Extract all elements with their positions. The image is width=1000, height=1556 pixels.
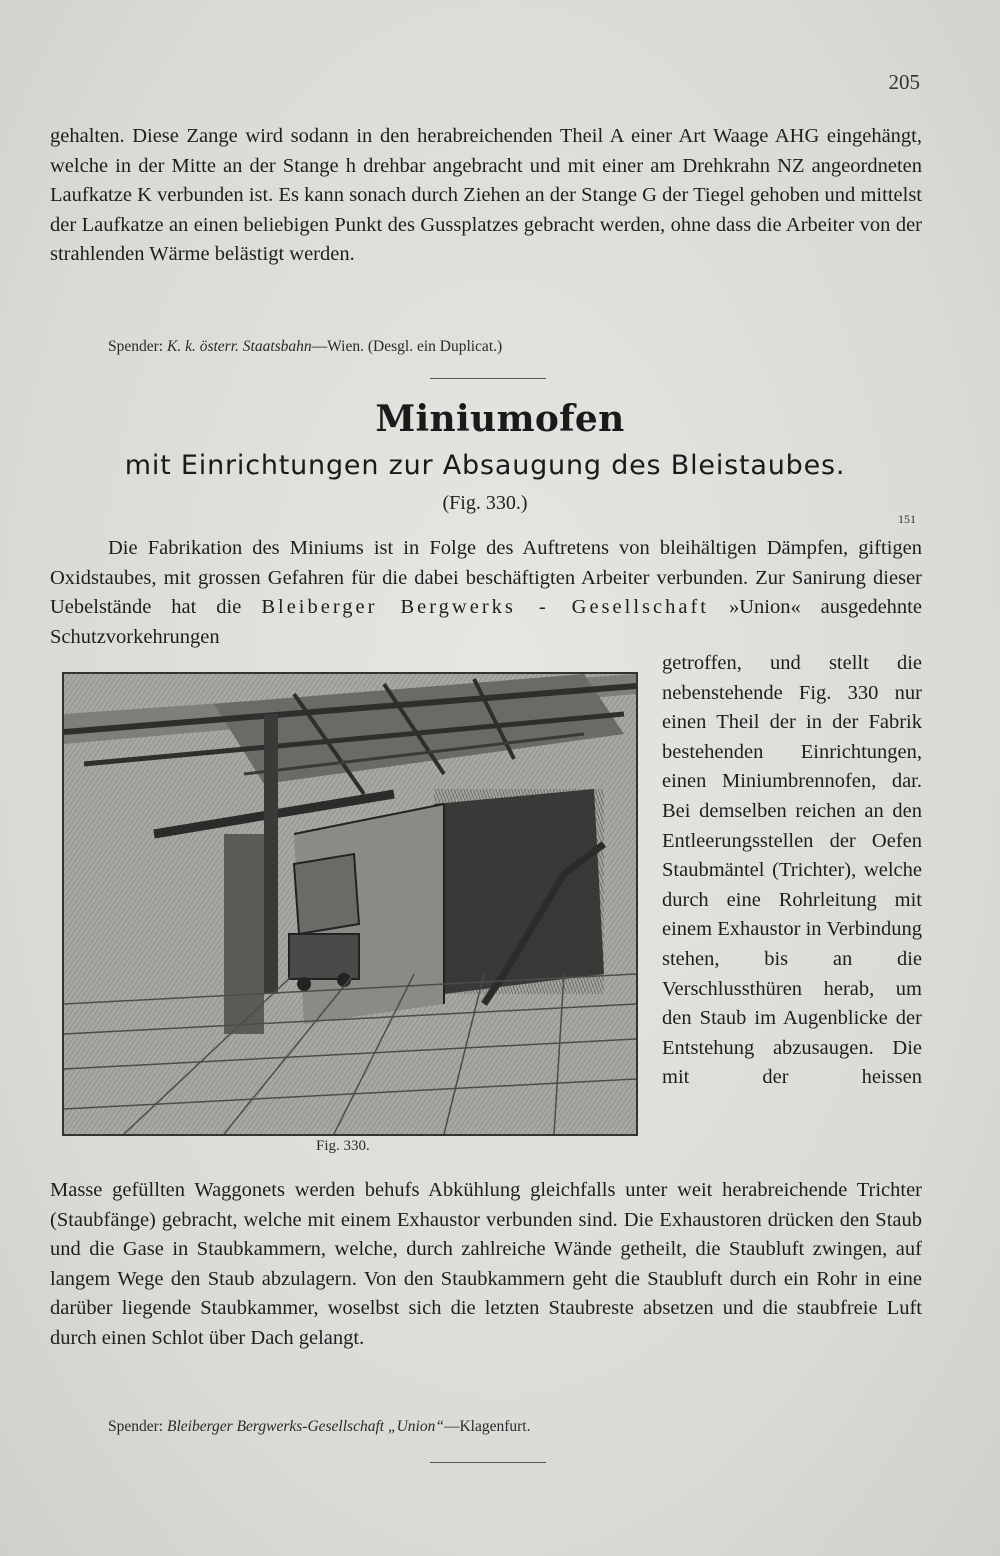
page-number: 205 [888,70,920,94]
donor-name: K. k. österr. Staatsbahn [166,338,312,355]
figure-330-engraving [62,672,638,1136]
paragraph-text: »Union« ausgedehnte Schutzvorkehrungen [50,596,922,648]
donor-location: —Klagenfurt. [443,1418,531,1435]
donor-label: Spender: [108,338,164,355]
donor-label: Spender: [108,1418,164,1435]
section-title: Miniumofen [375,398,625,440]
figure-reference: (Fig. 330.) [442,492,528,514]
paragraph-crucible-transport: gehalten. Diese Zange wird sodann in den herabreichenden Theil A einer Art Waage AHG eingehängt, welche in der Mitte an der Stange h drehbar angebracht und mit einer am Drehkrahn NZ angeordneten Laufkatze K verbunden ist. Es kann sonach durch Ziehen an der Stange G der Tiegel gehoben und mittelst der Laufkatze an einen beliebigen Punkt des Gussplatzes gebracht werden, ohne dass die Arbeiter von der strahlenden Wärme belästigt werden. [50,125,922,266]
catalog-number: 151 [898,512,916,526]
furnace-illustration [64,674,636,1134]
figure-caption: Fig. 330. [316,1138,370,1154]
section-divider [430,1462,546,1463]
section-divider [430,378,546,379]
company-name: Bleiberger Bergwerks - Gesellschaft [261,596,709,619]
paragraph-minium-intro [50,534,922,652]
section-subtitle: mit Einrichtungen zur Absaugung des Bleistaubes. [124,450,846,481]
paragraph-beside-figure: getroffen, und stellt die nebenstehende Fig. 330 nur einen Theil der in der Fabrik bestehenden Einrichtungen, einen Miniumbrennofen, dar. Bei demselben reichen an den Entleerungsstellen der Oefen Staubmäntel (Trichter), welche durch eine Rohrleitung mit einem Exhaustor in Verbindung stehen, bis an die Verschlussthüren herab, um den Staub im Augenblicke der Entstehung abzusaugen. Die mit der heissen [662,652,922,1089]
paragraph-text: Die Fabrikation des Miniums ist in Folge des Auftretens von bleihältigen Dämpfen, giftigen Oxidstaubes, mit grossen Gefahren für die dabei beschäftigten Arbeiter verbunden. Zur Sanirung dieser Uebelstände hat die [50,537,922,619]
donor-line-1 [108,338,502,356]
donor-location: —Wien. (Desgl. ein Duplicat.) [311,338,503,355]
paragraph-waggonets: Masse gefüllten Waggonets werden behufs Abkühlung gleichfalls unter weit herabreichende Trichter (Staubfänge) gebracht, welche mit einem Exhaustor verbunden sind. Die Exhaustoren drücken den Staub und die Gase in Staubkammern, welche, durch zahlreiche Wände getheilt, die Staubluft zwingen, auf langem Wege den Staub abzulagern. Von den Staubkammern geht die Staubluft durch ein Rohr in eine darüber liegende Staubkammer, woselbst sich die letzten Staubreste absetzen und die staubfreie Luft durch einen Schlot über Dach gelangt. [50,1179,922,1349]
donor-name: Bleiberger Bergwerks-Gesellschaft „Union“ [166,1418,444,1435]
donor-line-2 [108,1418,530,1436]
